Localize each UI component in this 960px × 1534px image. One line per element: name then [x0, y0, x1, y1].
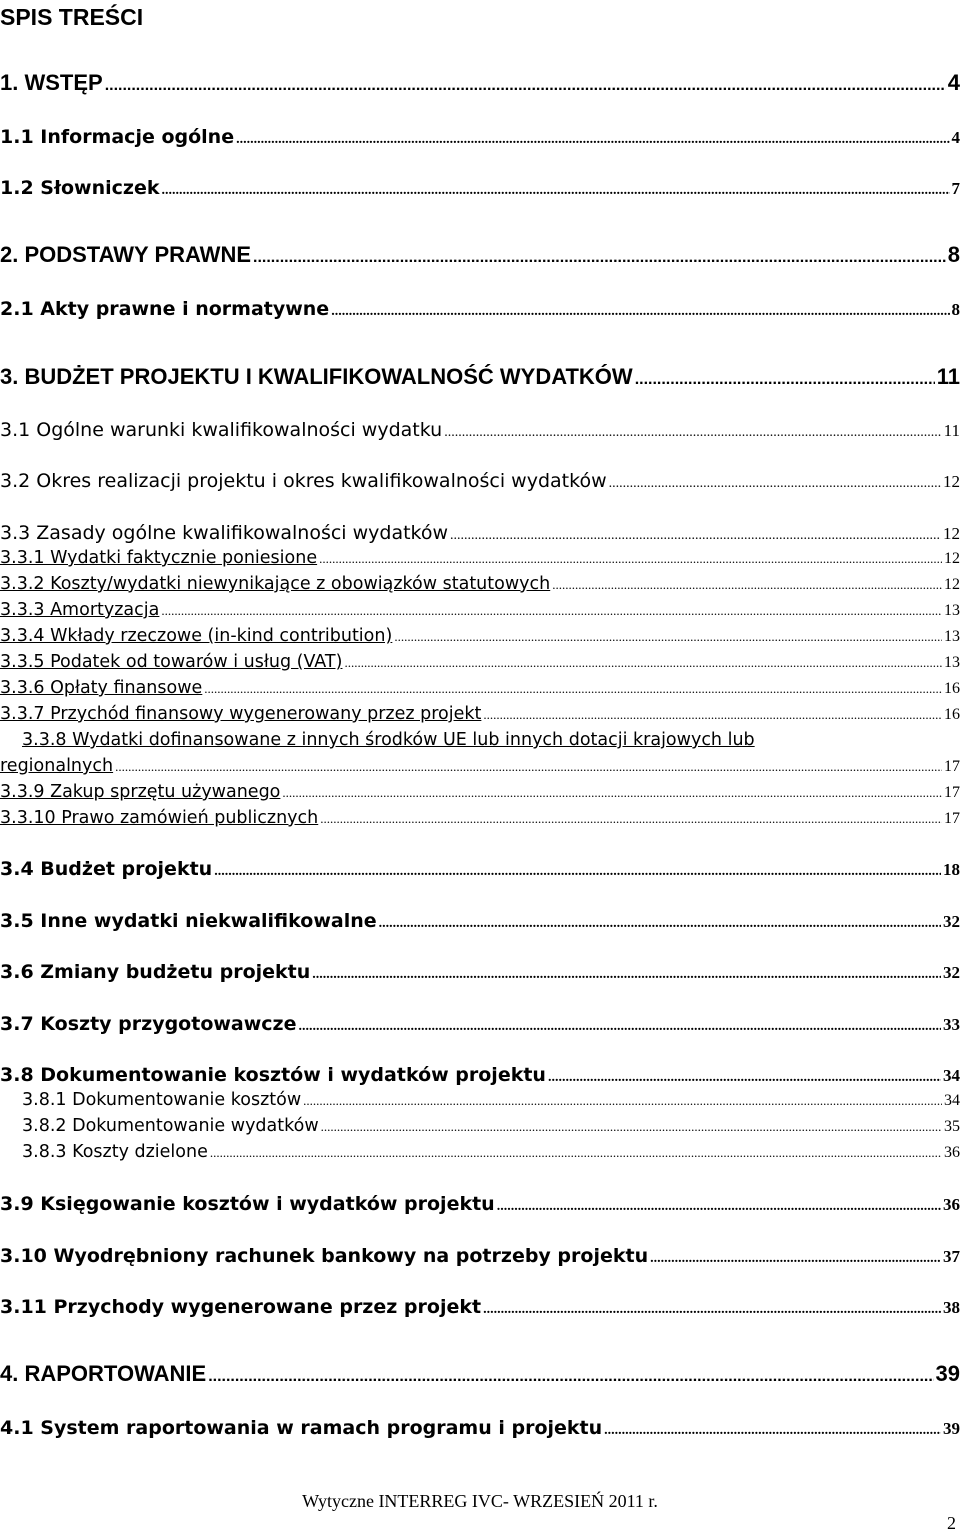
toc-heading: SPIS TREŚCI: [0, 4, 144, 30]
toc-entry-title: 3.9 Księgowanie kosztów i wydatków projektu: [0, 1193, 495, 1215]
toc-entry-page: 12: [944, 576, 960, 593]
toc-entry-3-6[interactable]: [0, 961, 960, 983]
toc-entry-3-1[interactable]: [0, 419, 960, 441]
toc-entry-page: 34: [944, 1092, 960, 1109]
toc-leader-dots: [604, 1423, 941, 1439]
toc-entry-page: 16: [944, 706, 960, 723]
toc-entry-title: 3.3 Zasady ogólne kwalifikowalności wydatków: [0, 522, 449, 544]
toc-entry-page: 12: [943, 524, 960, 543]
toc-entry-3-3-8[interactable]: [0, 756, 960, 776]
toc-entry-3[interactable]: [0, 364, 960, 390]
toc-entry-title: 1.2 Słowniczek: [0, 177, 160, 199]
toc-entry-3-3-4[interactable]: [0, 626, 960, 646]
toc-entry-page: 36: [943, 1195, 960, 1214]
toc-entry-title: 1. WSTĘP: [0, 70, 103, 95]
toc-entry-3-3-9[interactable]: [0, 782, 960, 802]
toc-entry-title: 4.1 System raportowania w ramach programu i projektu: [0, 1417, 603, 1439]
toc-entry-3-8-2[interactable]: [0, 1116, 960, 1136]
toc-leader-dots: [299, 1019, 941, 1035]
toc-leader-dots: [253, 249, 946, 267]
toc-entry-page: 17: [944, 810, 960, 827]
toc-leader-dots: [609, 476, 941, 492]
toc-entry-page: 13: [944, 602, 960, 619]
toc-leader-dots: [650, 1251, 941, 1267]
toc-entry-page: 17: [944, 758, 960, 775]
toc-entry-3-7[interactable]: [0, 1013, 960, 1035]
toc-leader-dots: [320, 811, 942, 827]
toc-leader-dots: [483, 1302, 941, 1318]
toc-entry-page: 16: [944, 680, 960, 697]
toc-leader-dots: [319, 551, 942, 567]
toc-leader-dots: [450, 528, 941, 544]
toc-leader-dots: [635, 371, 935, 389]
toc-entry-title: 3.3.1 Wydatki faktycznie poniesione: [0, 548, 318, 568]
toc-entry-page: 13: [944, 628, 960, 645]
toc-entry-3-11[interactable]: [0, 1296, 960, 1318]
toc-entry-3-3-6[interactable]: [0, 678, 960, 698]
toc-entry-3-3-5[interactable]: [0, 652, 960, 672]
toc-entry-page: 4: [951, 128, 960, 147]
toc-leader-dots: [321, 1119, 942, 1135]
toc-entry-3-4[interactable]: [0, 858, 960, 880]
toc-entry-page: 32: [943, 963, 960, 982]
toc-leader-dots: [210, 1145, 942, 1161]
toc-entry-page: 18: [943, 860, 960, 879]
toc-entry-title: 3.8.2 Dokumentowanie wydatków: [22, 1116, 319, 1136]
toc-leader-dots: [344, 655, 942, 671]
toc-entry-title: 3.3.10 Prawo zamówień publicznych: [0, 808, 319, 828]
toc-entry-title: 3.3.9 Zakup sprzętu używanego: [0, 782, 281, 802]
toc-entry-1[interactable]: [0, 70, 960, 96]
toc-entry-2[interactable]: [0, 242, 960, 268]
toc-entry-page: 13: [944, 654, 960, 671]
toc-entry-page: 39: [935, 1361, 960, 1386]
toc-entry-page: 8: [947, 242, 960, 267]
toc-entry-title: 3.5 Inne wydatki niekwalifikowalne: [0, 910, 377, 932]
toc-entry-3-8-3[interactable]: [0, 1142, 960, 1162]
toc-entry-title: 3.8.1 Dokumentowanie kosztów: [22, 1090, 302, 1110]
toc-entry-page: 39: [943, 1419, 960, 1438]
toc-leader-dots: [444, 425, 941, 441]
toc-entry-3-3-2[interactable]: [0, 574, 960, 594]
toc-entry-3-3-1[interactable]: [0, 548, 960, 568]
toc-entry-title: 3.4 Budżet projektu: [0, 858, 213, 880]
toc-entry-page: 12: [943, 472, 960, 491]
toc-entry-title: regionalnych: [0, 756, 114, 776]
toc-entry-title: 3.7 Koszty przygotowawcze: [0, 1013, 297, 1035]
toc-leader-dots: [282, 785, 942, 801]
toc-leader-dots: [312, 967, 941, 983]
toc-leader-dots: [105, 77, 946, 95]
toc-leader-dots: [331, 304, 949, 320]
toc-leader-dots: [115, 759, 942, 775]
toc-leader-dots: [379, 916, 941, 932]
toc-entry-3-3-10[interactable]: [0, 808, 960, 828]
toc-entry-page: 32: [943, 912, 960, 931]
toc-entry-title: 3.6 Zmiany budżetu projektu: [0, 961, 311, 983]
toc-entry-title: 2.1 Akty prawne i normatywne: [0, 298, 330, 320]
toc-entry-page: 7: [951, 179, 960, 198]
toc-entry-title: 1.1 Informacje ogólne: [0, 126, 235, 148]
toc-entry-1-2[interactable]: [0, 177, 960, 199]
toc-entry-title-line1[interactable]: 3.3.8 Wydatki dofinansowane z innych środków UE lub innych dotacji krajowych lub: [22, 730, 755, 750]
toc-entry-3-8[interactable]: [0, 1064, 960, 1086]
toc-leader-dots: [204, 681, 942, 697]
toc-entry-title: 3.8 Dokumentowanie kosztów i wydatków projektu: [0, 1064, 546, 1086]
toc-leader-dots: [303, 1093, 942, 1109]
toc-entry-title: 3.3.5 Podatek od towarów i usług (VAT): [0, 652, 343, 672]
toc-entry-page: 33: [943, 1015, 960, 1034]
toc-entry-title: 4. RAPORTOWANIE: [0, 1361, 207, 1386]
toc-entry-title: 3.3.3 Amortyzacja: [0, 600, 160, 620]
toc-entry-title: 3.10 Wyodrębniony rachunek bankowy na potrzeby projektu: [0, 1245, 649, 1267]
toc-entry-title: 3. BUDŻET PROJEKTU I KWALIFIKOWALNOŚĆ WYDATKÓW: [0, 364, 633, 389]
toc-entry-title: 3.3.6 Opłaty finansowe: [0, 678, 203, 698]
toc-entry-title: 3.3.7 Przychód finansowy wygenerowany przez projekt: [0, 704, 482, 724]
toc-entry-3-10[interactable]: [0, 1245, 960, 1267]
toc-leader-dots: [483, 707, 942, 723]
toc-entry-3-3-3[interactable]: [0, 600, 960, 620]
toc-leader-dots: [162, 183, 950, 199]
toc-entry-title: 3.1 Ogólne warunki kwalifikowalności wydatku: [0, 419, 443, 441]
toc-entry-4-1[interactable]: [0, 1417, 960, 1439]
toc-entry-page: 4: [947, 70, 960, 95]
toc-entry-page: 35: [944, 1118, 960, 1135]
toc-entry-3-5[interactable]: [0, 910, 960, 932]
toc-entry-page: 34: [943, 1066, 960, 1085]
toc-entry-3-9[interactable]: [0, 1193, 960, 1215]
toc-leader-dots: [236, 132, 949, 148]
toc-leader-dots: [214, 864, 941, 880]
page-footer: Wytyczne INTERREG IVC- WRZESIEŃ 2011 r.: [302, 1491, 658, 1511]
toc-entry-title: 3.3.4 Wkłady rzeczowe (in-kind contribution): [0, 626, 393, 646]
toc-entry-page: 36: [944, 1144, 960, 1161]
toc-entry-page: 37: [943, 1247, 960, 1266]
toc-entry-3-8-1[interactable]: [0, 1090, 960, 1110]
toc-leader-dots: [161, 603, 942, 619]
toc-entry-title: 3.2 Okres realizacji projektu i okres kwalifikowalności wydatków: [0, 470, 607, 492]
toc-leader-dots: [208, 1368, 933, 1386]
toc-entry-1-1[interactable]: [0, 126, 960, 148]
toc-leader-dots: [548, 1070, 941, 1086]
toc-entry-title: 2. PODSTAWY PRAWNE: [0, 242, 252, 267]
toc-entry-2-1[interactable]: [0, 298, 960, 320]
toc-entry-page: 11: [943, 421, 960, 440]
toc-entry-3-3-7[interactable]: [0, 704, 960, 724]
toc-entry-page: 17: [944, 784, 960, 801]
toc-entry-title: 3.3.2 Koszty/wydatki niewynikające z obowiązków statutowych: [0, 574, 551, 594]
toc-entry-page: 12: [944, 550, 960, 567]
toc-entry-3-3[interactable]: [0, 522, 960, 544]
toc-entry-page: 38: [943, 1298, 960, 1317]
toc-entry-page: 11: [936, 364, 960, 389]
toc-entry-page: 8: [951, 300, 960, 319]
page-number: 2: [947, 1513, 956, 1533]
toc-entry-4[interactable]: [0, 1361, 960, 1387]
toc-leader-dots: [552, 577, 942, 593]
toc-leader-dots: [394, 629, 942, 645]
toc-entry-title: 3.11 Przychody wygenerowane przez projekt: [0, 1296, 482, 1318]
toc-entry-3-2[interactable]: [0, 470, 960, 492]
toc-entry-title: 3.8.3 Koszty dzielone: [22, 1142, 208, 1162]
toc-leader-dots: [497, 1199, 941, 1215]
